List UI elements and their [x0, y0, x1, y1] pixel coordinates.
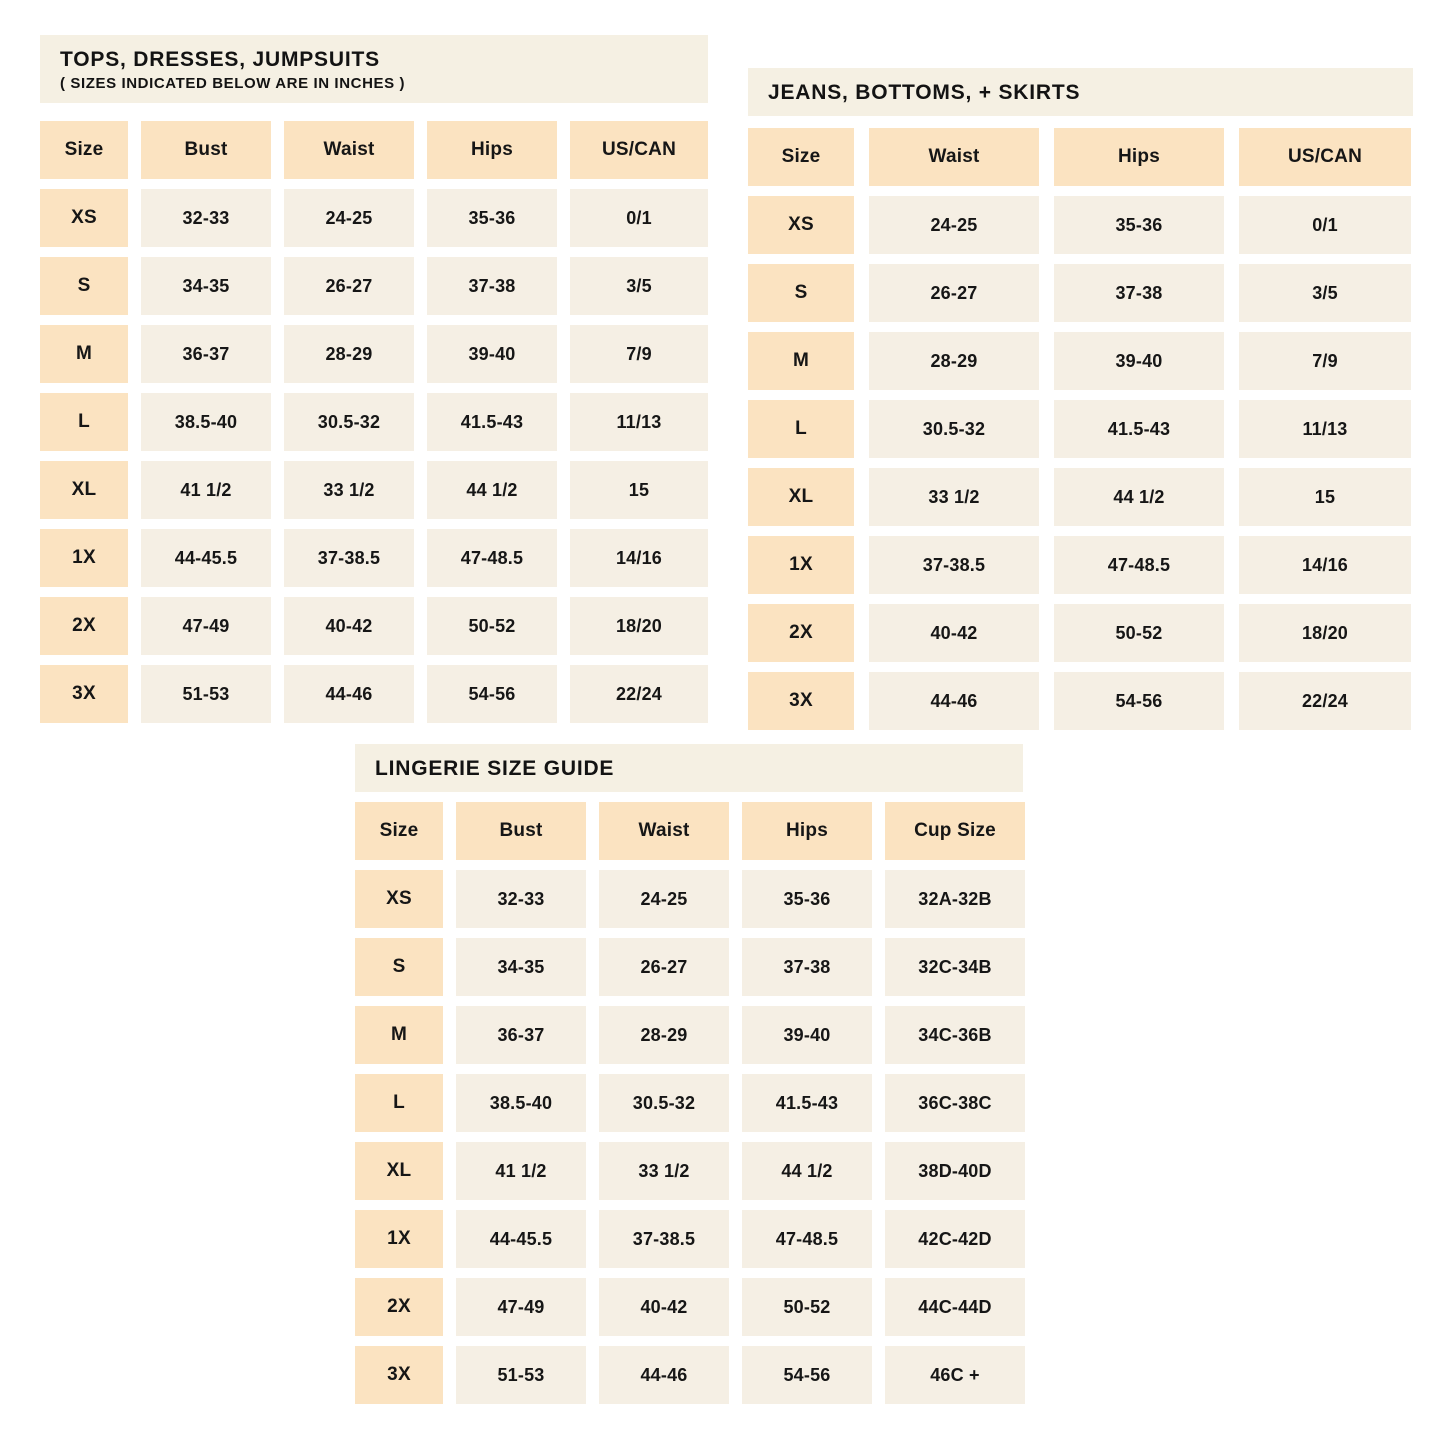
lingerie-value-cell: 32A-32B — [885, 870, 1025, 928]
jeans-value-cell: 54-56 — [1054, 672, 1224, 730]
tops-value-cell: 24-25 — [284, 189, 414, 247]
lingerie-value-cell: 44-45.5 — [456, 1210, 586, 1268]
lingerie-value-cell: 34-35 — [456, 938, 586, 996]
tops-size-label-cell: L — [40, 393, 128, 451]
jeans-size-label-cell: M — [748, 332, 854, 390]
tops-value-cell: 39-40 — [427, 325, 557, 383]
jeans-value-cell: 33 1/2 — [869, 468, 1039, 526]
jeans-value-cell: 15 — [1239, 468, 1411, 526]
tops-value-cell: 26-27 — [284, 257, 414, 315]
lingerie-size-label-cell: 2X — [355, 1278, 443, 1336]
tops-size-table — [40, 121, 708, 723]
tops-value-cell: 50-52 — [427, 597, 557, 655]
jeans-value-cell: 0/1 — [1239, 196, 1411, 254]
lingerie-column-header-cell: Size — [355, 802, 443, 860]
jeans-size-table — [748, 128, 1413, 730]
tops-value-cell: 41 1/2 — [141, 461, 271, 519]
lingerie-column-header-cell: Bust — [456, 802, 586, 860]
jeans-size-label-cell: 2X — [748, 604, 854, 662]
lingerie-size-label-cell: 1X — [355, 1210, 443, 1268]
lingerie-size-label-cell: S — [355, 938, 443, 996]
tops-size-label-cell: 2X — [40, 597, 128, 655]
lingerie-size-label-cell: XS — [355, 870, 443, 928]
jeans-column-header-cell: Hips — [1054, 128, 1224, 186]
jeans-value-cell: 44 1/2 — [1054, 468, 1224, 526]
tops-value-cell: 18/20 — [570, 597, 708, 655]
tops-size-label-cell: 1X — [40, 529, 128, 587]
jeans-column-header-cell: Waist — [869, 128, 1039, 186]
jeans-value-cell: 14/16 — [1239, 536, 1411, 594]
jeans-value-cell: 40-42 — [869, 604, 1039, 662]
lingerie-value-cell: 37-38.5 — [599, 1210, 729, 1268]
tops-value-cell: 15 — [570, 461, 708, 519]
tops-value-cell: 33 1/2 — [284, 461, 414, 519]
jeans-value-cell: 26-27 — [869, 264, 1039, 322]
lingerie-value-cell: 54-56 — [742, 1346, 872, 1404]
tops-column-header-cell: Hips — [427, 121, 557, 179]
tops-value-cell: 51-53 — [141, 665, 271, 723]
lingerie-value-cell: 30.5-32 — [599, 1074, 729, 1132]
lingerie-column-header-cell: Hips — [742, 802, 872, 860]
jeans-column-header-cell: Size — [748, 128, 854, 186]
tops-value-cell: 37-38 — [427, 257, 557, 315]
tops-size-label-cell: XL — [40, 461, 128, 519]
lingerie-value-cell: 47-49 — [456, 1278, 586, 1336]
lingerie-value-cell: 24-25 — [599, 870, 729, 928]
jeans-title-band — [748, 68, 1413, 116]
lingerie-value-cell: 33 1/2 — [599, 1142, 729, 1200]
lingerie-value-cell: 41.5-43 — [742, 1074, 872, 1132]
tops-value-cell: 22/24 — [570, 665, 708, 723]
tops-value-cell: 47-48.5 — [427, 529, 557, 587]
jeans-size-label-cell: S — [748, 264, 854, 322]
tops-size-label-cell: XS — [40, 189, 128, 247]
jeans-column-header-cell: US/CAN — [1239, 128, 1411, 186]
tops-column-header-cell: Waist — [284, 121, 414, 179]
lingerie-size-guide-section — [355, 744, 1023, 1404]
tops-value-cell: 0/1 — [570, 189, 708, 247]
tops-dresses-jumpsuits-section — [40, 35, 708, 723]
jeans-value-cell: 44-46 — [869, 672, 1039, 730]
lingerie-column-header-cell: Waist — [599, 802, 729, 860]
lingerie-size-label-cell: XL — [355, 1142, 443, 1200]
lingerie-value-cell: 39-40 — [742, 1006, 872, 1064]
jeans-value-cell: 41.5-43 — [1054, 400, 1224, 458]
tops-column-header-cell: Bust — [141, 121, 271, 179]
tops-size-label-cell: M — [40, 325, 128, 383]
jeans-size-label-cell: XS — [748, 196, 854, 254]
tops-table-subtitle: ( SIZES INDICATED BELOW ARE IN INCHES ) — [60, 75, 406, 93]
tops-value-cell: 44-45.5 — [141, 529, 271, 587]
lingerie-value-cell: 47-48.5 — [742, 1210, 872, 1268]
lingerie-value-cell: 42C-42D — [885, 1210, 1025, 1268]
tops-size-label-cell: S — [40, 257, 128, 315]
lingerie-value-cell: 36-37 — [456, 1006, 586, 1064]
tops-value-cell: 38.5-40 — [141, 393, 271, 451]
lingerie-value-cell: 26-27 — [599, 938, 729, 996]
tops-value-cell: 44-46 — [284, 665, 414, 723]
jeans-size-label-cell: 1X — [748, 536, 854, 594]
jeans-value-cell: 39-40 — [1054, 332, 1224, 390]
tops-column-header-cell: US/CAN — [570, 121, 708, 179]
tops-value-cell: 30.5-32 — [284, 393, 414, 451]
tops-value-cell: 40-42 — [284, 597, 414, 655]
tops-value-cell: 41.5-43 — [427, 393, 557, 451]
jeans-value-cell: 11/13 — [1239, 400, 1411, 458]
jeans-value-cell: 37-38 — [1054, 264, 1224, 322]
lingerie-value-cell: 32C-34B — [885, 938, 1025, 996]
tops-size-label-cell: 3X — [40, 665, 128, 723]
jeans-value-cell: 35-36 — [1054, 196, 1224, 254]
tops-table-title: TOPS, DRESSES, JUMPSUITS — [60, 48, 380, 71]
tops-value-cell: 44 1/2 — [427, 461, 557, 519]
jeans-value-cell: 50-52 — [1054, 604, 1224, 662]
jeans-value-cell: 30.5-32 — [869, 400, 1039, 458]
lingerie-value-cell: 40-42 — [599, 1278, 729, 1336]
lingerie-value-cell: 36C-38C — [885, 1074, 1025, 1132]
tops-value-cell: 34-35 — [141, 257, 271, 315]
tops-title-band — [40, 35, 708, 103]
lingerie-value-cell: 28-29 — [599, 1006, 729, 1064]
tops-value-cell: 14/16 — [570, 529, 708, 587]
jeans-value-cell: 24-25 — [869, 196, 1039, 254]
lingerie-value-cell: 51-53 — [456, 1346, 586, 1404]
jeans-size-label-cell: 3X — [748, 672, 854, 730]
tops-column-header-cell: Size — [40, 121, 128, 179]
lingerie-value-cell: 34C-36B — [885, 1006, 1025, 1064]
jeans-value-cell: 37-38.5 — [869, 536, 1039, 594]
lingerie-value-cell: 32-33 — [456, 870, 586, 928]
tops-value-cell: 3/5 — [570, 257, 708, 315]
tops-value-cell: 37-38.5 — [284, 529, 414, 587]
lingerie-value-cell: 35-36 — [742, 870, 872, 928]
lingerie-table-title: LINGERIE SIZE GUIDE — [375, 757, 615, 780]
tops-value-cell: 7/9 — [570, 325, 708, 383]
tops-value-cell: 47-49 — [141, 597, 271, 655]
lingerie-value-cell: 44 1/2 — [742, 1142, 872, 1200]
jeans-size-label-cell: XL — [748, 468, 854, 526]
jeans-value-cell: 22/24 — [1239, 672, 1411, 730]
lingerie-size-label-cell: M — [355, 1006, 443, 1064]
jeans-size-label-cell: L — [748, 400, 854, 458]
jeans-table-title: JEANS, BOTTOMS, + SKIRTS — [768, 81, 1081, 104]
jeans-value-cell: 3/5 — [1239, 264, 1411, 322]
lingerie-value-cell: 50-52 — [742, 1278, 872, 1336]
lingerie-value-cell: 41 1/2 — [456, 1142, 586, 1200]
tops-value-cell: 28-29 — [284, 325, 414, 383]
lingerie-size-label-cell: 3X — [355, 1346, 443, 1404]
tops-value-cell: 32-33 — [141, 189, 271, 247]
jeans-value-cell: 47-48.5 — [1054, 536, 1224, 594]
lingerie-column-header-cell: Cup Size — [885, 802, 1025, 860]
jeans-value-cell: 28-29 — [869, 332, 1039, 390]
lingerie-value-cell: 37-38 — [742, 938, 872, 996]
lingerie-value-cell: 44-46 — [599, 1346, 729, 1404]
tops-value-cell: 11/13 — [570, 393, 708, 451]
lingerie-size-table — [355, 802, 1023, 1404]
tops-value-cell: 35-36 — [427, 189, 557, 247]
lingerie-size-label-cell: L — [355, 1074, 443, 1132]
lingerie-value-cell: 38.5-40 — [456, 1074, 586, 1132]
tops-value-cell: 54-56 — [427, 665, 557, 723]
jeans-bottoms-skirts-section — [748, 68, 1413, 730]
jeans-value-cell: 18/20 — [1239, 604, 1411, 662]
tops-value-cell: 36-37 — [141, 325, 271, 383]
lingerie-value-cell: 46C + — [885, 1346, 1025, 1404]
lingerie-value-cell: 38D-40D — [885, 1142, 1025, 1200]
lingerie-title-band — [355, 744, 1023, 792]
jeans-value-cell: 7/9 — [1239, 332, 1411, 390]
lingerie-value-cell: 44C-44D — [885, 1278, 1025, 1336]
